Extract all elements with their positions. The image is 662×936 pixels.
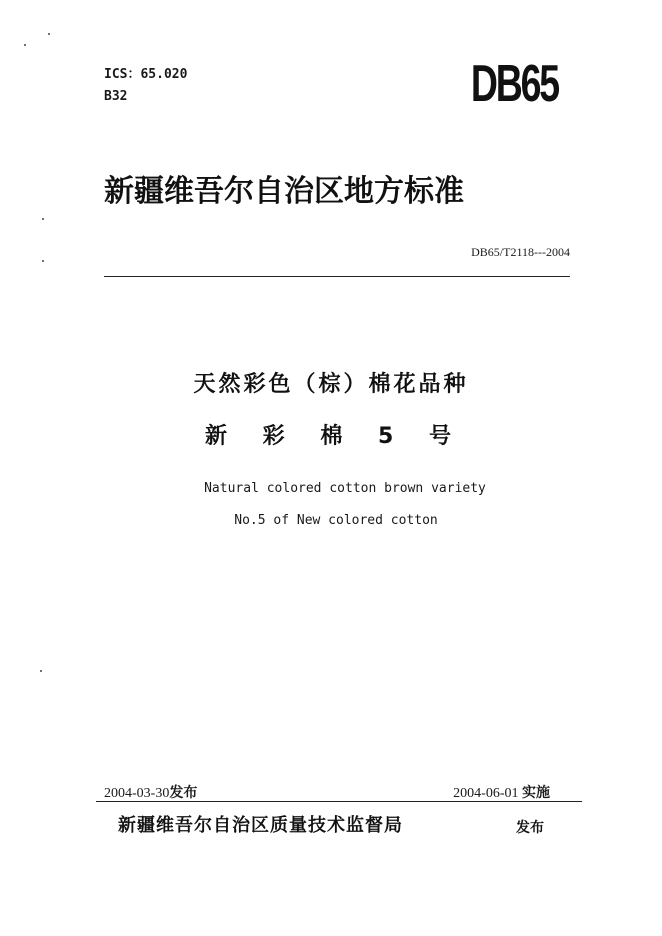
classification-code: B32 bbox=[104, 89, 128, 104]
subtitle-chinese: 新 彩 棉 5 号 bbox=[205, 424, 465, 449]
implement-date-line bbox=[453, 782, 550, 802]
scan-speck bbox=[48, 33, 50, 35]
issue-date-line bbox=[104, 782, 197, 802]
implement-label: 实施 bbox=[522, 785, 550, 801]
title-english: Natural colored cotton brown variety bbox=[204, 481, 486, 496]
header-divider bbox=[104, 276, 570, 277]
scan-speck bbox=[42, 218, 44, 220]
implement-date: 2004-06-01 bbox=[453, 786, 519, 801]
scan-speck bbox=[24, 44, 26, 46]
issue-date: 2004-03-30 bbox=[104, 786, 170, 801]
footer-divider bbox=[96, 801, 582, 802]
issue-label: 发布 bbox=[169, 785, 198, 801]
scan-speck bbox=[42, 260, 44, 262]
standard-type-heading: 新疆维吾尔自治区地方标准 bbox=[104, 174, 464, 209]
issuer-name: 新疆维吾尔自治区质量技术监督局 bbox=[118, 815, 403, 836]
standard-code: DB65/T2118---2004 bbox=[471, 245, 570, 259]
title-chinese: 天然彩色（棕）棉花品种 bbox=[193, 372, 469, 397]
subtitle-english: No.5 of New colored cotton bbox=[234, 513, 438, 528]
ics-code: ICS：65.020 bbox=[104, 67, 188, 82]
issuer-label: 发布 bbox=[516, 820, 544, 836]
scan-speck bbox=[40, 670, 42, 672]
standard-mark: DB65 bbox=[470, 55, 558, 113]
